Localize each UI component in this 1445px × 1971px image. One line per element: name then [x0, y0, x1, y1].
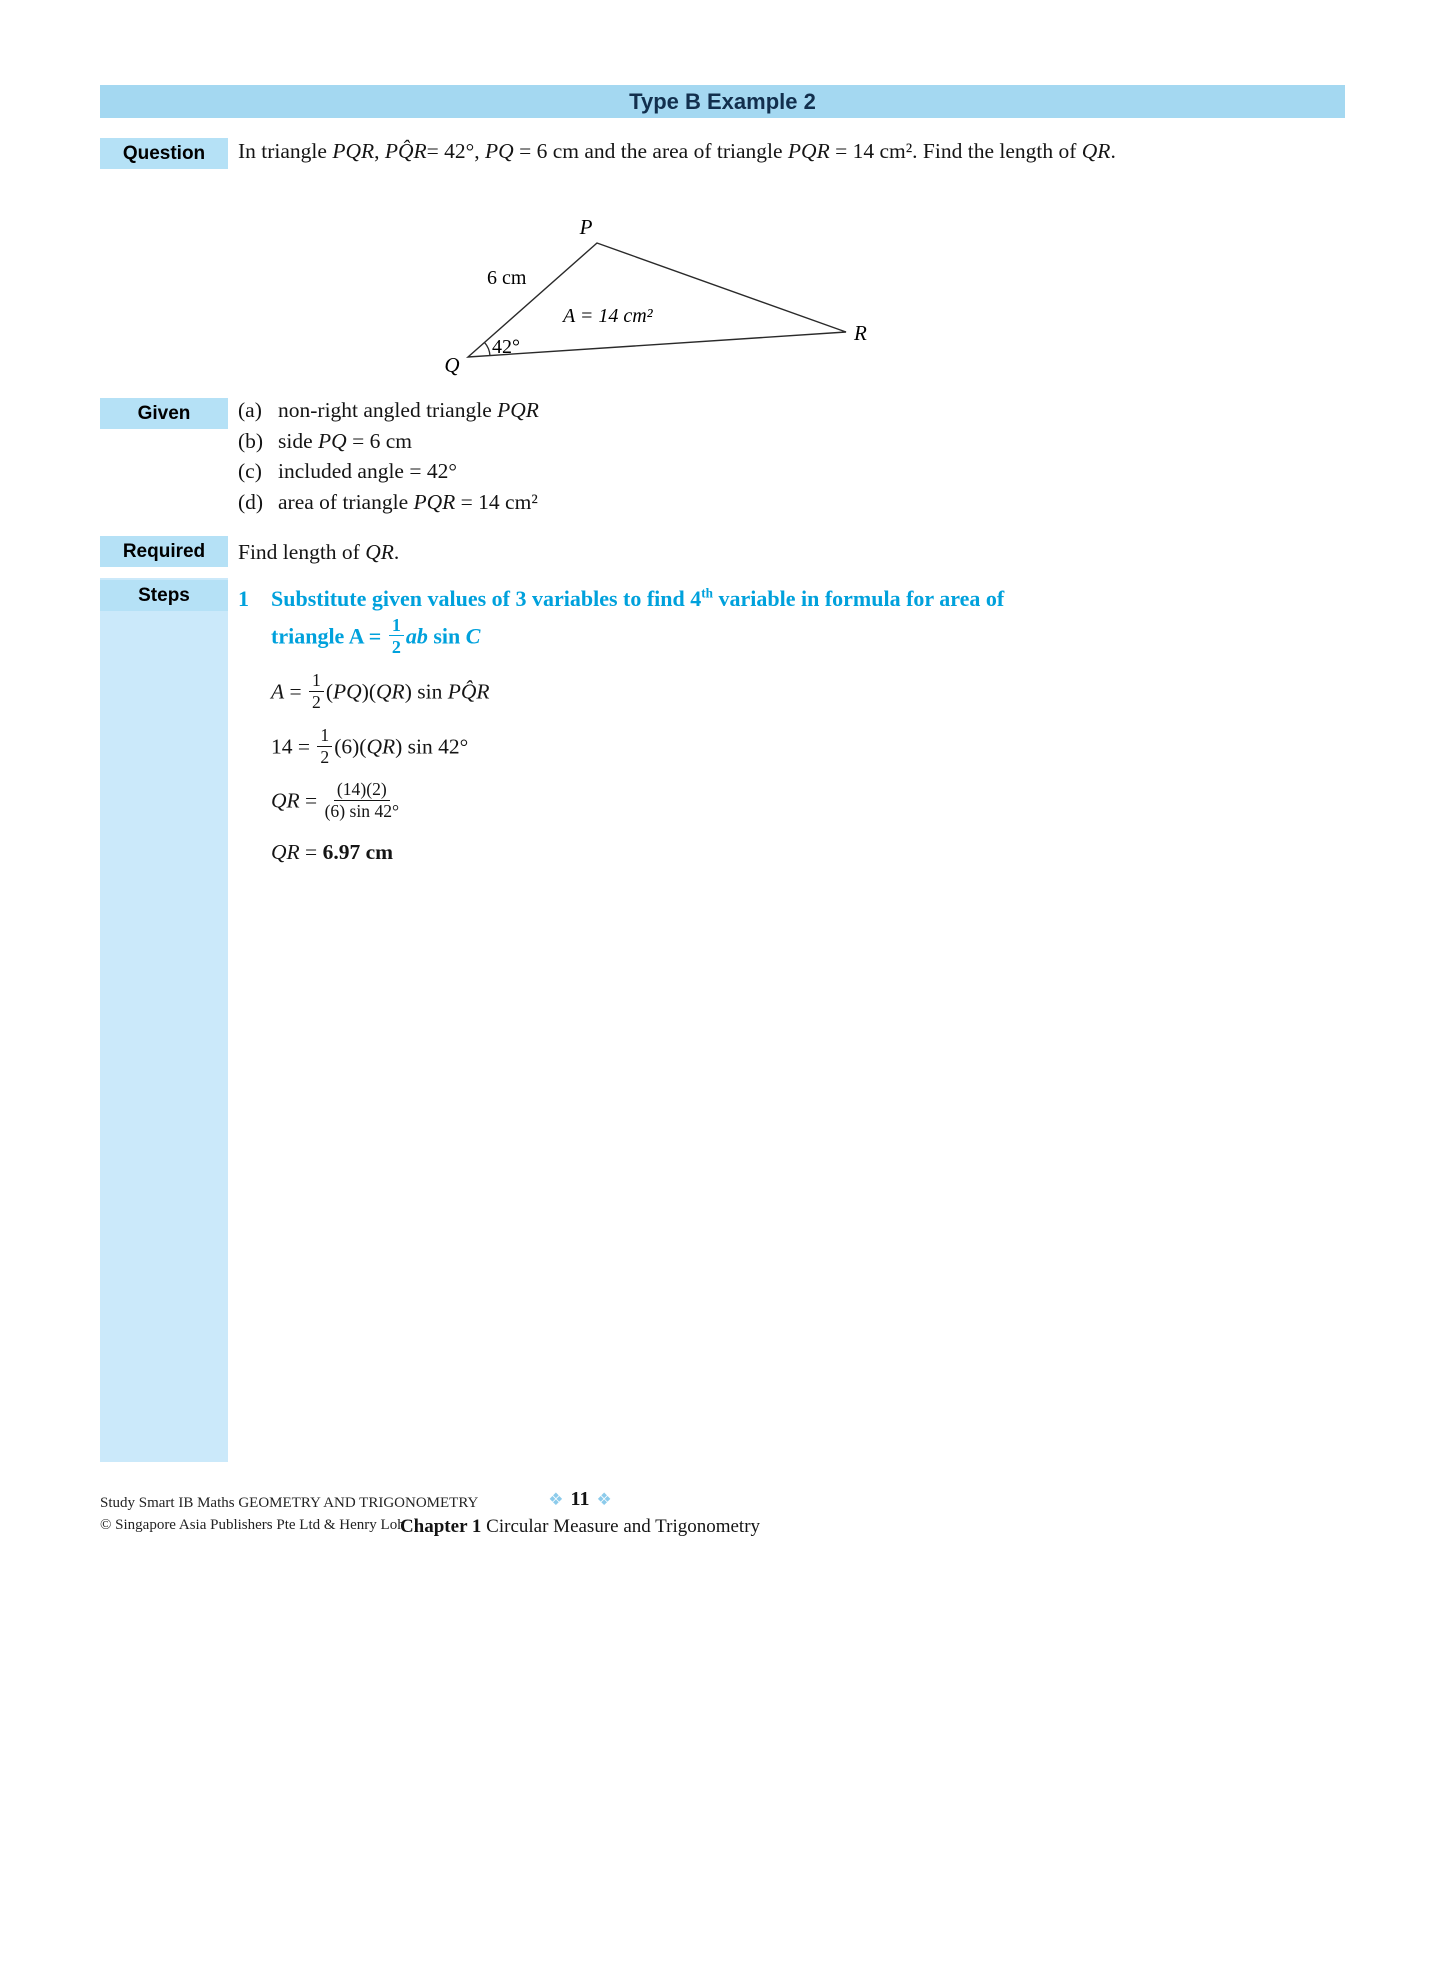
side-pq-label: 6 cm	[487, 267, 527, 289]
given-label	[100, 398, 228, 429]
given-list	[238, 395, 539, 517]
text-segment: =	[284, 680, 308, 705]
work-line-2	[271, 724, 1345, 769]
step-number: 1	[238, 586, 249, 611]
chapter-label: Chapter 1	[399, 1516, 482, 1537]
fraction-numerator: 1	[389, 615, 404, 636]
area-label: A = 14 cm²	[563, 305, 653, 327]
fraction-numerator: (14)(2)	[334, 780, 390, 801]
text-segment: )(	[361, 680, 377, 705]
given-item-text	[278, 456, 457, 487]
given-item-id: (c)	[238, 459, 262, 483]
question-text	[238, 136, 1350, 167]
vertex-label-r: R	[854, 321, 867, 345]
fraction-denominator: (6) sin 42°	[324, 801, 400, 822]
work-line-1	[271, 670, 1345, 714]
fraction-denominator: 2	[391, 637, 401, 658]
footer-center	[320, 1486, 840, 1539]
text-segment: = 14 cm²	[455, 489, 538, 514]
triangle-outline	[468, 243, 846, 357]
text-segment: A	[271, 680, 285, 705]
text-segment: (6)(	[334, 734, 367, 759]
example-banner	[100, 85, 1345, 118]
diamond-icon: ❖	[548, 1490, 564, 1509]
text-segment: =	[299, 839, 323, 864]
text-segment: .	[1110, 139, 1116, 163]
page-number-line	[320, 1486, 840, 1513]
text-segment: th	[701, 585, 713, 601]
given-item	[238, 456, 539, 487]
text-segment: PQR	[332, 139, 375, 163]
text-segment: = 14 cm². Find the length of	[829, 139, 1082, 163]
text-segment: included angle = 42°	[278, 459, 457, 483]
work-line-3	[271, 779, 1345, 823]
text-segment: PQ̂R	[447, 680, 490, 705]
text-segment: QR	[366, 734, 396, 759]
text-segment: ab	[405, 623, 428, 649]
text-segment: PQ̂R	[384, 139, 427, 163]
diamond-icon: ❖	[596, 1490, 612, 1509]
chapter-line	[320, 1515, 840, 1539]
text-segment: ,	[374, 139, 385, 163]
imprint-series: Study Smart IB Maths GEOMETRY AND TRIGONOMETRY	[100, 1495, 479, 1511]
step-instruction	[271, 582, 1345, 661]
steps-content	[238, 582, 1345, 880]
given-item-id: (a)	[238, 398, 262, 422]
fraction-denominator: 2	[312, 692, 321, 713]
vertex-label-p: P	[579, 215, 593, 239]
vertex-label-q: Q	[444, 353, 460, 377]
fraction-numerator: 1	[317, 726, 332, 747]
fraction	[317, 726, 332, 767]
fraction-numerator: 1	[309, 671, 324, 692]
text-segment: triangle A =	[271, 623, 387, 649]
given-item-text	[278, 426, 412, 457]
text-segment: PQR	[413, 489, 456, 514]
given-item	[238, 395, 539, 426]
steps-label-text: Steps	[138, 584, 190, 606]
text-segment: QR	[271, 839, 300, 864]
question-label	[100, 138, 228, 169]
given-item	[238, 487, 539, 518]
triangle-svg	[430, 200, 910, 390]
text-segment: sin	[427, 623, 466, 649]
text-segment: PQ	[485, 139, 514, 163]
text-segment: PQ	[318, 428, 347, 453]
text-segment: = 6 cm	[346, 428, 412, 453]
text-segment: (	[325, 680, 334, 705]
text-segment: QR	[365, 540, 394, 564]
worked-solution	[271, 670, 1345, 866]
triangle-diagram	[430, 200, 910, 390]
step-instruction-line-1	[271, 582, 1345, 615]
text-segment: QR	[271, 789, 300, 814]
page-number: 11	[570, 1488, 590, 1510]
text-segment: 6.97 cm	[322, 839, 394, 864]
given-item-id: (d)	[238, 489, 264, 514]
text-segment: variable in formula for area of	[713, 586, 1005, 611]
question-label-text: Question	[122, 142, 206, 164]
text-segment: QR	[376, 680, 405, 705]
text-segment: = 42°,	[426, 139, 486, 163]
required-text	[238, 537, 399, 568]
text-segment: .	[393, 540, 400, 564]
steps-column	[100, 578, 228, 1462]
text-segment: QR	[1081, 139, 1111, 163]
text-segment: = 6 cm and the area of triangle	[513, 139, 788, 163]
required-label-text: Required	[122, 540, 206, 562]
angle-label: 42°	[492, 336, 520, 358]
text-segment: 14 =	[271, 734, 316, 759]
work-line-4	[271, 837, 1345, 867]
text-segment: PQ	[333, 680, 362, 705]
fraction	[389, 615, 404, 657]
imprint-copyright: © Singapore Asia Publishers Pte Ltd & Henry Loh	[100, 1517, 405, 1533]
text-segment: Substitute given values of 3 variables to find 4	[271, 586, 702, 611]
step-instruction-line-2	[271, 617, 1345, 659]
text-segment: ) sin 42°	[395, 734, 469, 759]
given-item-id: (b)	[238, 428, 264, 453]
text-segment: PQR	[787, 139, 830, 163]
chapter-title: Circular Measure and Trigonometry	[486, 1516, 761, 1537]
step-1	[238, 582, 1345, 661]
text-segment: C	[465, 623, 481, 649]
text-segment: area of triangle	[278, 489, 414, 514]
required-label	[100, 536, 228, 567]
text-segment: PQR	[497, 398, 539, 422]
text-segment: side	[278, 428, 319, 453]
text-segment: In triangle	[238, 139, 333, 163]
text-segment: ) sin	[404, 680, 448, 705]
text-segment: =	[299, 789, 323, 814]
text-segment: Find length of	[238, 540, 366, 564]
given-item-text	[278, 487, 538, 518]
text-segment: non-right angled triangle	[278, 398, 498, 422]
given-label-text: Given	[137, 402, 191, 424]
fraction	[325, 780, 400, 821]
fraction-denominator: 2	[320, 746, 330, 767]
angle-arc	[485, 342, 490, 355]
fraction	[309, 671, 324, 712]
steps-label	[100, 580, 228, 611]
given-item	[238, 426, 539, 457]
example-banner-title: Type B Example 2	[629, 88, 816, 114]
given-item-text	[278, 395, 539, 426]
